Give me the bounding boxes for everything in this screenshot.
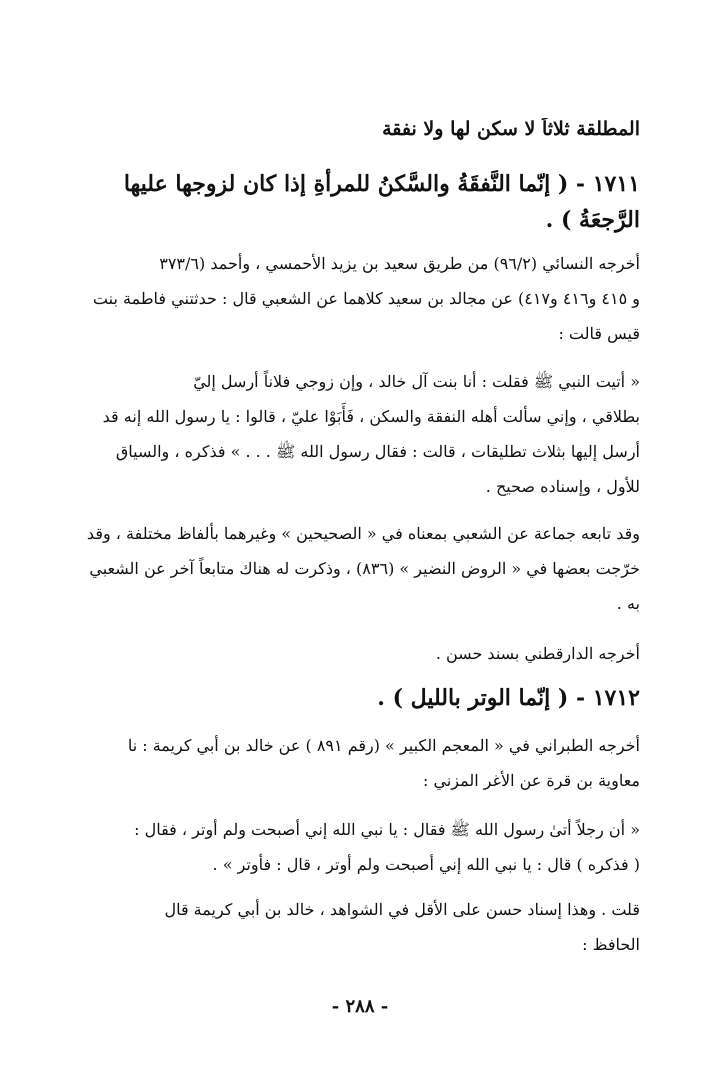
text-line: أخرجه النسائي (٩٦/٢) من طريق سعيد بن يزيد الأحمسي ، وأحمد (٣٧٣/٦ (159, 254, 640, 273)
text-line: خرّجت بعضها في « الروض النضير » (٨٣٦) ، وذكرت له هناك متابعاً آخر عن الشعبي (89, 559, 640, 578)
hadith-1712-takhrij (40, 728, 640, 798)
text-line: بطلاقي ، وإني سألت أهله النفقة والسكن ، فَأَبَوْا عليّ ، قالوا : يا رسول الله إنه قد (102, 407, 640, 426)
text-line: للأول ، وإسناده صحيح . (485, 477, 640, 496)
page-number: - ٢٨٨ - (331, 996, 389, 1017)
text-line: « أن رجلاً أتىٰ رسول الله ﷺ فقال : يا نبي الله إني أصبحت ولم أوتر ، فقال : (134, 820, 640, 839)
hadith-1712-quote (40, 812, 640, 882)
hadith-line: ١٧١٢ - ( إنّما الوتر بالليل ) . (377, 685, 640, 711)
section-heading (40, 118, 640, 140)
text-line: به . (616, 594, 640, 613)
hadith-1712-comment (40, 892, 640, 962)
hadith-line: الرَّجعَةُ ) . (545, 207, 640, 233)
heading-text: المطلقة ثلاثاً لا سكن لها ولا نفقة (382, 118, 640, 140)
hadith-1712-title (40, 680, 640, 716)
hadith-1711-text (40, 166, 640, 238)
text-line: معاوية بن قرة عن الأغر المزني : (423, 771, 640, 790)
hadith-line: ١٧١١ - ( إنّما النَّفقَةُ والسَّكنُ للمرأةِ إذا كان لزوجها عليها (123, 171, 640, 197)
text-line: أخرجه الدارقطني بسند حسن . (435, 644, 640, 663)
hadith-1711-takhrij (40, 246, 640, 351)
hadith-1711-daraqutni (40, 636, 640, 671)
text-line: قلت . وهذا إسناد حسن على الأقل في الشواهد ، خالد بن أبي كريمة قال (164, 900, 640, 919)
hadith-1711-quote (40, 364, 640, 504)
hadith-1711-follow (40, 516, 640, 621)
text-line: قيس قالت : (558, 324, 640, 343)
text-line: ( فذكره ) قال : يا نبي الله إني أصبحت ولم أوتر ، قال : فأوتر » . (212, 855, 640, 874)
text-line: الحافظ : (582, 935, 640, 954)
text-line: « أتيت النبي ﷺ فقلت : أنا بنت آل خالد ، وإن زوجي فلاناً أرسل إليّ (193, 372, 640, 391)
text-line: أخرجه الطبراني في « المعجم الكبير » (رقم ٨٩١ ) عن خالد بن أبي كريمة : نا (127, 736, 640, 755)
text-line: و ٤١٥ و٤١٦ و٤١٧) عن مجالد بن سعيد كلاهما عن الشعبي قال : حدثتني فاطمة بنت (92, 289, 640, 308)
text-line: وقد تابعه جماعة عن الشعبي بمعناه في « الصحيحين » وغيرهما بألفاظ مختلفة ، وقد (86, 524, 640, 543)
text-line: أرسل إليها بثلاث تطليقات ، قالت : فقال رسول الله ﷺ . . . » فذكره ، والسياق (115, 442, 640, 461)
